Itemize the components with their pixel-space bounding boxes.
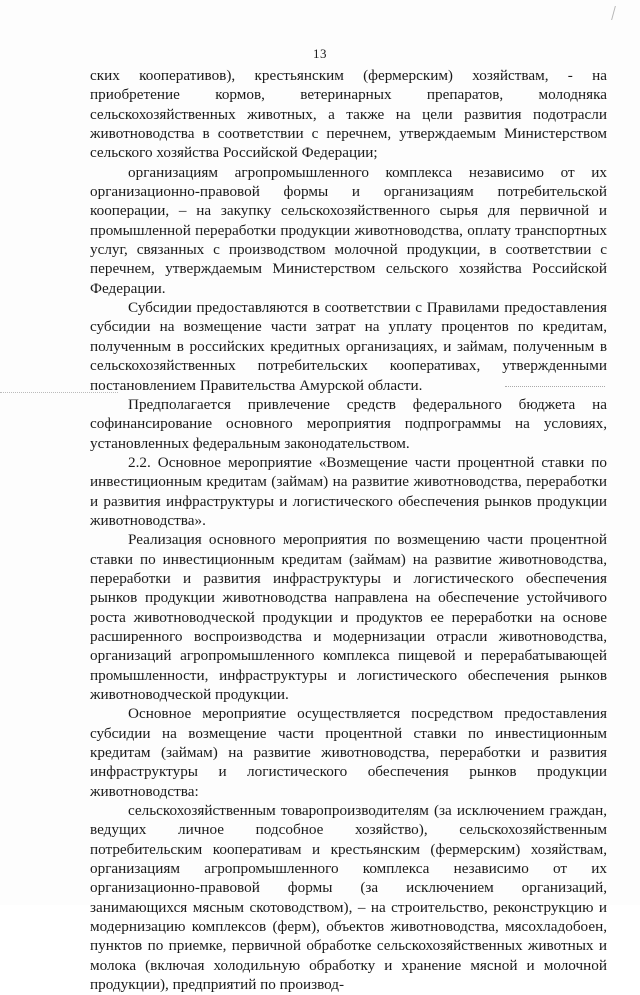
page-number: 13 — [313, 46, 327, 61]
paragraph: Основное мероприятие осуществляется посредством предоставления субсидии на возмещение части процентной ставки по инвестиционным кредитам (займам) на развитие животноводства, переработки и развития инфраструктуры и логистического обеспечения рынков продукции животноводства: — [90, 705, 607, 800]
paragraph: Предполагается привлечение средств федерального бюджета на софинансирование основного мероприятия подпрограммы на условиях, установленных федеральным законодательством. — [90, 395, 607, 452]
paragraph: 2.2. Основное мероприятие «Возмещение части процентной ставки по инвестиционным кредитам (займам) на развитие животноводства, переработки и развития инфраструктуры и логистического обеспечения рынков продукции животноводства». — [90, 453, 607, 529]
paragraph: организациям агропромышленного комплекса независимо от их организационно-правовой формы и организациям потребительской кооперации, – на закупку сельскохозяйственного сырья для первичной и промышленной переработки продукции животноводства, оплату транспортных услуг, связанных с производством молочной продукции, в соответствии с перечнем, утверждаемым Министерством сельского хозяйства Российской Федерации. — [90, 163, 607, 297]
paragraph: ских кооперативов), крестьянским (фермерским) хозяйствам, - на приобретение кормов, ветеринарных препаратов, молодняка сельскохозяйственных животных, а также на цели развития подотрасли животноводства в соответствии с перечнем, утверждаемым Министерством сельского хозяйства Российской Федерации; — [90, 67, 607, 162]
paragraph: сельскохозяйственным товаропроизводителям (за исключением граждан, ведущих личное подсобное хозяйство), сельскохозяйственным потребительским кооперативам и крестьянским (фермерским) хозяйствам, организациям агропромышленного комплекса независимо от их организационно-правовой формы (за исключением организаций, занимающихся мясным скотоводством), – на строительство, реконструкцию и модернизацию комплексов (ферм), объектов животноводства, мясохладобоен, пунктов по приемке, первичной обработке сельскохозяйственных животных и молока (включая холодильную обработку и хранение мясной и молочной продукции), предприятий по производ- — [90, 802, 607, 994]
paragraph: Реализация основного мероприятия по возмещению части процентной ставки по инвестиционным кредитам (займам) на развитие животноводства, переработки и развития инфраструктуры и логистического обеспечения рынков продукции животноводства направлена на обеспечение устойчивого роста животноводческой продукции и продуктов ее переработки на основе расширенного воспроизводства и модернизации отрасли животноводства, организаций агропромышленного комплекса пищевой и перерабатывающей промышленности, инфраструктуры и логистического обеспечения рынков животноводческой продукции. — [90, 531, 607, 703]
document-body — [90, 66, 607, 995]
paragraph: Субсидии предоставляются в соответствии с Правилами предоставления субсидии на возмещение части затрат на уплату процентов по кредитам, полученным в российских кредитных организациях, и займам, полученным в сельскохозяйственных потребительских кооперативах, утвержденными постановлением Правительства Амурской области. — [90, 299, 607, 394]
scan-mark — [611, 6, 622, 20]
